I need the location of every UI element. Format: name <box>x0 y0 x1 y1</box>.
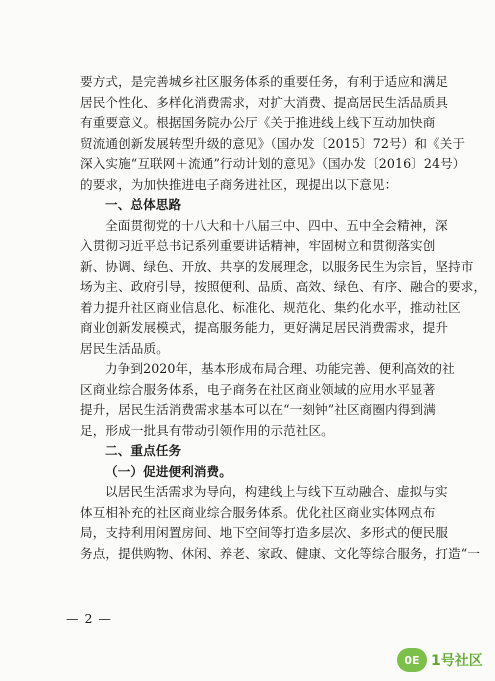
text-line: 局，支持利用闲置房间、地下空间等打造多层次、多形式的便民服 <box>80 525 449 540</box>
text-line: 的要求，为加快推进电子商务进社区，现提出以下意见： <box>80 176 398 192</box>
text-line: 要方式，是完善城乡社区服务体系的重要任务，有利于适应和满足 <box>80 74 449 89</box>
text-line: 居民个性化、多样化消费需求，对扩大消费、提高居民生活品质具 <box>80 94 449 110</box>
text-line: 贸流通创新发展转型升级的意见》（国办发〔2015〕72号）和《关于 <box>80 135 466 151</box>
text-line: 全面贯彻党的十八大和十八届三中、四中、五中全会精神，深 <box>105 217 448 233</box>
text-line: 区商业综合服务体系，电子商务在社区商业领域的应用水平显著 <box>80 381 436 397</box>
text-line: 入贯彻习近平总书记系列重要讲话精神，牢固树立和贯彻落实创 <box>80 238 436 253</box>
text-line: 商业创新发展模式，提高服务能力，更好满足居民消费需求，提升 <box>80 320 449 335</box>
text-line: 居民生活品质。 <box>80 340 169 356</box>
document-body <box>80 72 487 564</box>
subsection-heading: （一）促进便利消费。 <box>105 463 232 479</box>
brand-logo-icon: 0E <box>397 648 427 672</box>
text-line: 以居民生活需求为导向，构建线上与线下互动融合、虚拟与实 <box>105 484 448 499</box>
text-line: 有重要意义。根据国务院办公厅《关于推进线上线下互动加快商 <box>80 115 436 130</box>
text-line: 足，形成一批具有带动引领作用的示范社区。 <box>80 422 334 438</box>
text-line: 提升，居民生活消费需求基本可以在“一刻钟”社区商圈内得到满 <box>80 402 436 417</box>
text-line: 力争到2020年，基本形成布局合理、功能完善、便利高效的社 <box>105 361 455 376</box>
section-heading: 一、总体思路 <box>105 197 182 212</box>
page-number: — 2 — <box>66 611 112 626</box>
text-line: 着力提升社区商业信息化、标准化、规范化、集约化水平，推动社区 <box>80 299 461 315</box>
text-line: 体互相补充的社区商业综合服务体系。优化社区商业实体网点布 <box>80 504 436 520</box>
text-line: 务点，提供购物、休闲、养老、家政、健康、文化等综合服务，打造“一 <box>80 545 481 561</box>
site-watermark <box>397 648 483 672</box>
text-line: 深入实施“互联网＋流通”行动计划的意见》（国办发〔2016〕24号） <box>80 156 466 171</box>
section-heading: 二、重点任务 <box>105 443 182 458</box>
brand-name: 1号社区 <box>431 653 483 669</box>
text-line: 新、协调、绿色、开放、共享的发展理念，以服务民生为宗旨，坚持市 <box>80 258 474 274</box>
text-line: 场为主、政府引导，按照便利、品质、高效、绿色、有序、融合的要求， <box>80 279 487 294</box>
